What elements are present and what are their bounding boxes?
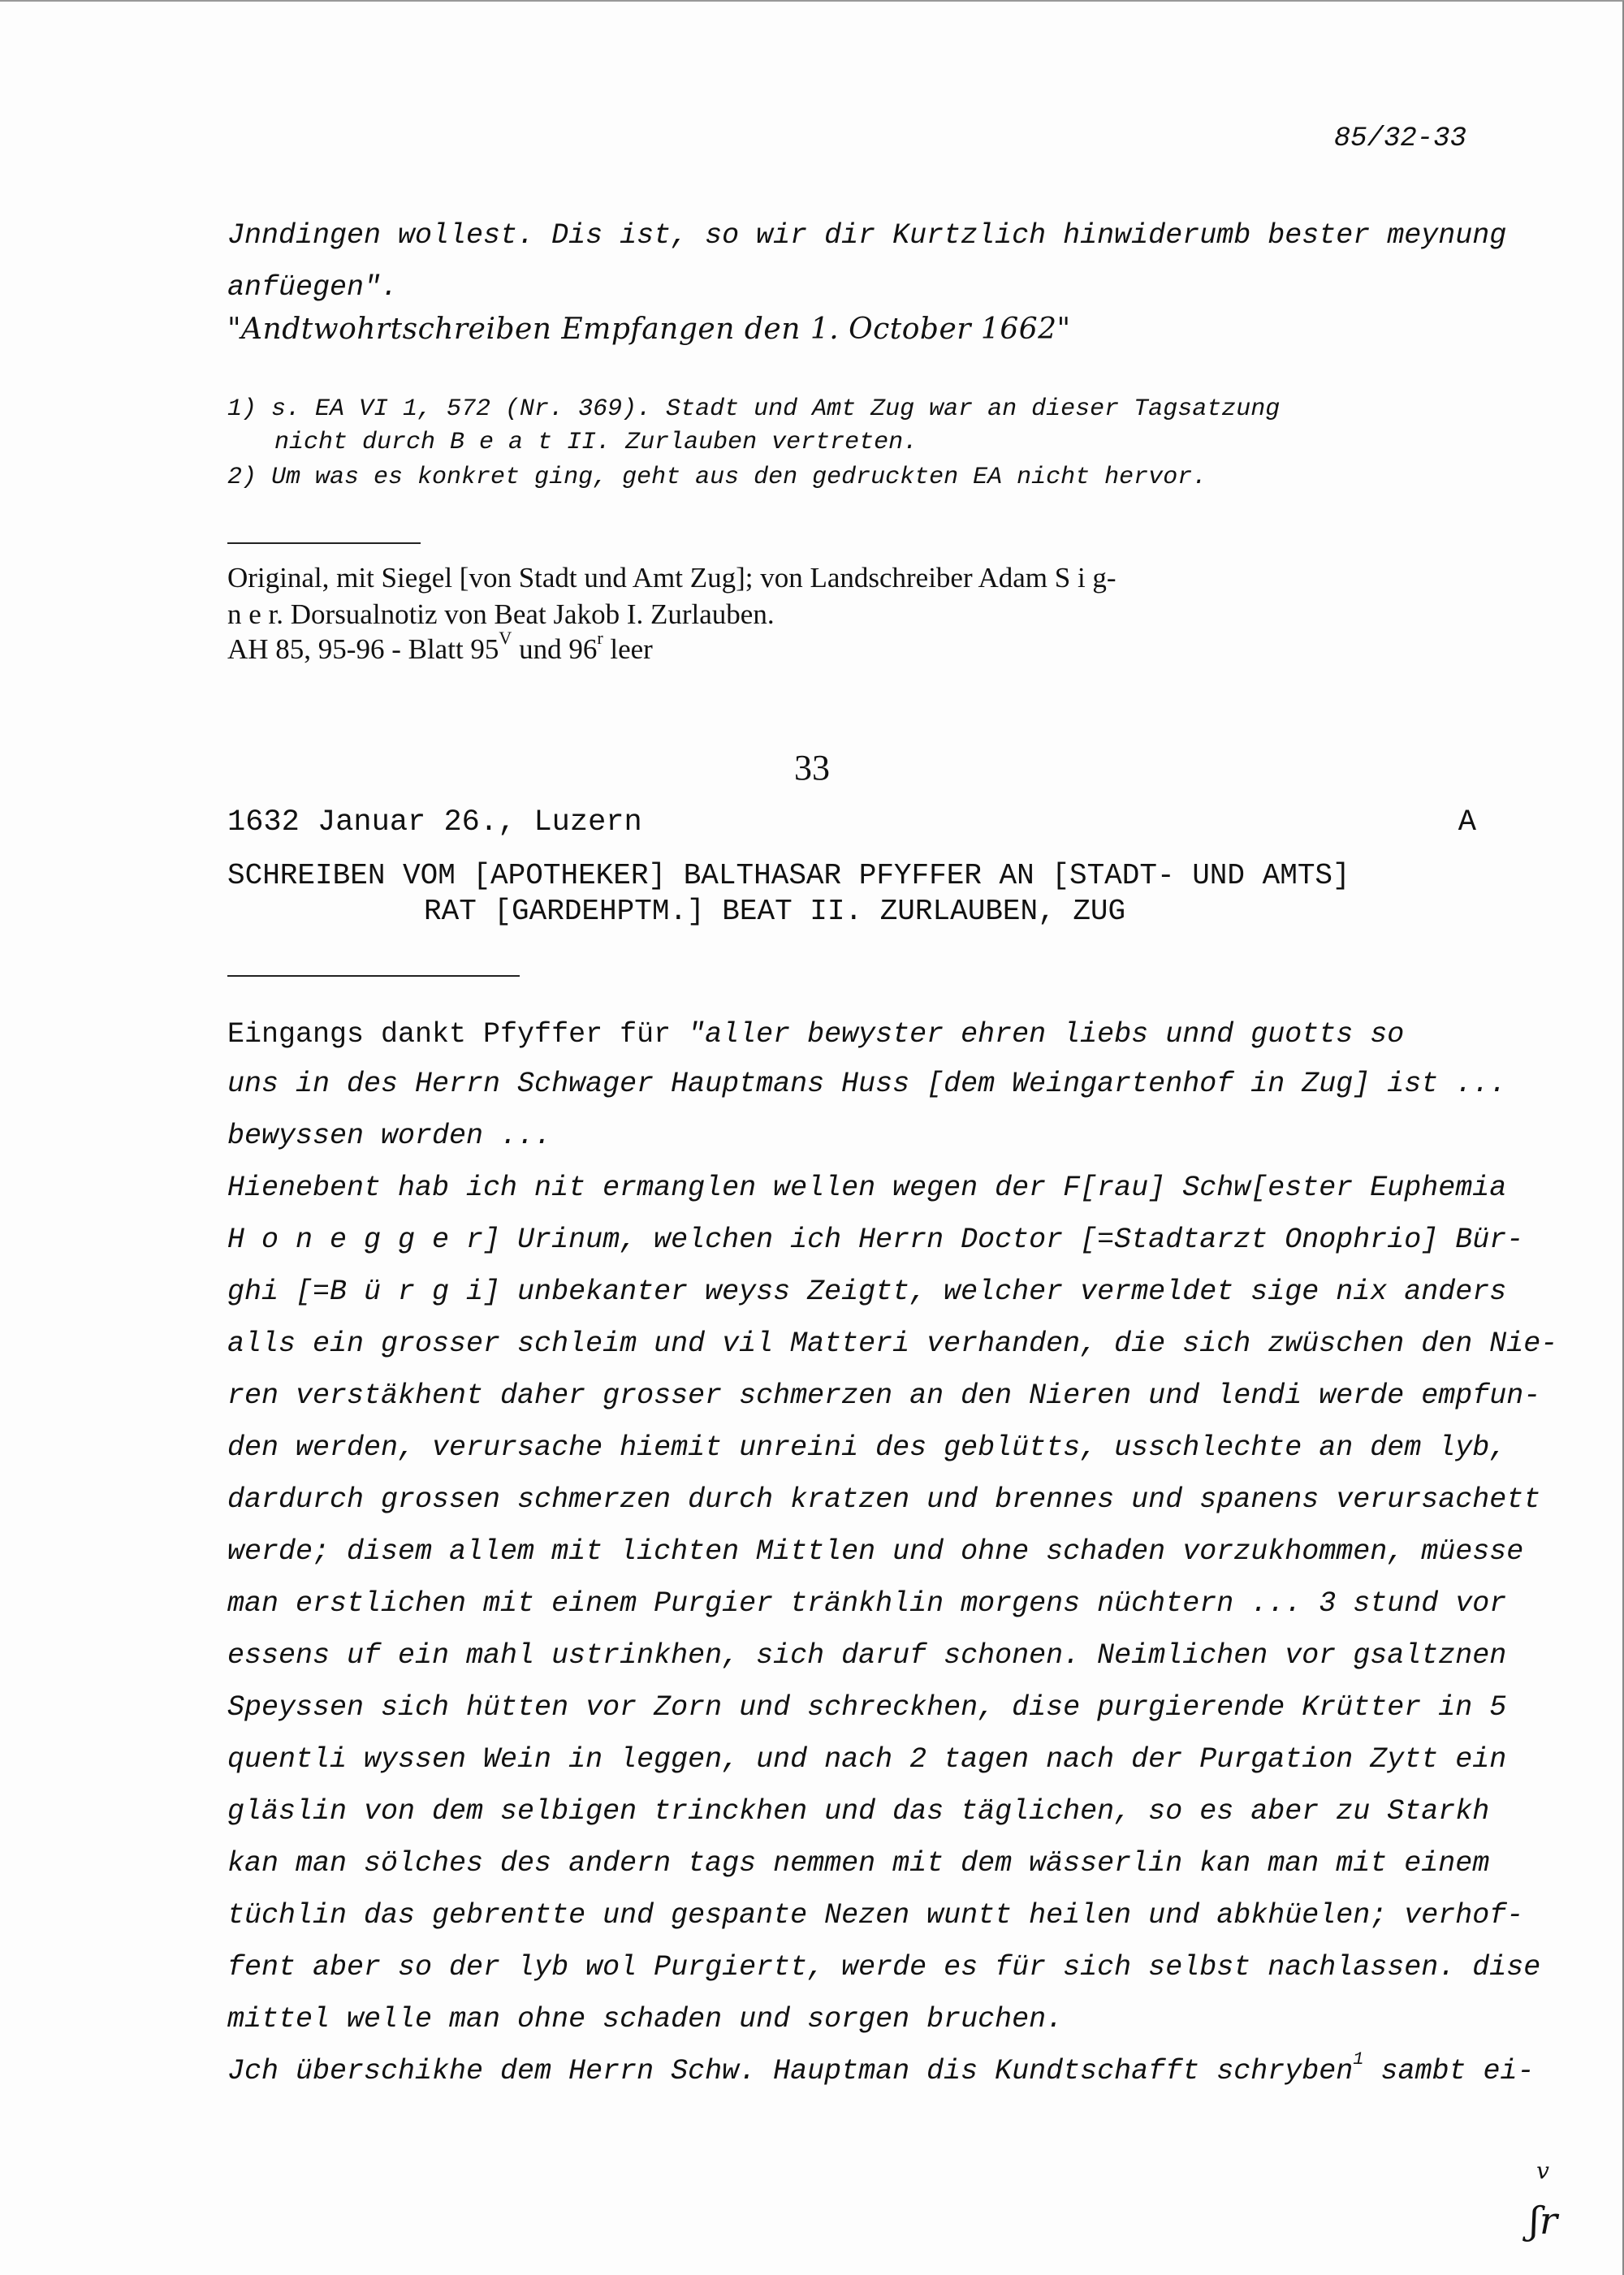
body-line: alls ein grosser schleim und vil Matteri verhanden, die sich zwüschen den Nie-: [227, 1327, 1558, 1360]
archive-reference-text: leer: [603, 633, 653, 665]
body-line: ren verstäkhent daher grosser schmerzen an den Nieren und lendi werde empfun-: [227, 1379, 1541, 1412]
body-line: Speyssen sich hütten vor Zorn und schreckhen, dise purgierende Krütter in 5: [227, 1691, 1507, 1724]
separator-rule: [227, 542, 421, 544]
archive-reference-text: und 96: [512, 633, 598, 665]
body-line: [227, 1017, 1404, 1051]
document-title-line-2: RAT [GARDEHPTM.] BEAT II. ZURLAUBEN, ZUG: [424, 895, 1126, 928]
body-line: essens uf ein mahl ustrinkhen, sich daruf schonen. Neimlichen vor gsaltznen: [227, 1639, 1507, 1672]
superscript-verso: V: [499, 628, 512, 648]
body-line: quentli wyssen Wein in leggen, und nach 2 tagen nach der Purgation Zytt ein: [227, 1743, 1507, 1776]
date-place: 1632 Januar 26., Luzern: [227, 805, 642, 840]
superscript-recto: r: [597, 628, 603, 648]
source-note-line: n e r. Dorsualnotiz von Beat Jakob I. Zurlauben.: [227, 598, 775, 630]
body-line: fent aber so der lyb wol Purgiertt, werde es für sich selbst nachlassen. dise: [227, 1951, 1541, 1984]
body-line: den werden, verursache hiemit unreini des geblütts, usschlechte an dem lyb,: [227, 1431, 1507, 1464]
handwritten-note: "Andtwohrtschreiben Empfangen den 1. October 1662": [227, 313, 1071, 346]
separator-rule: [227, 975, 520, 977]
continuation-line: Jnndingen wollest. Dis ist, so wir dir Kurtzlich hinwiderumb bester meynung: [227, 219, 1507, 252]
body-line: uns in des Herrn Schwager Hauptmans Huss [dem Weingartenhof in Zug] ist ...: [227, 1068, 1507, 1100]
body-line: kan man sölches des andern tags nemmen mit dem wässerlin kan man mit einem: [227, 1847, 1490, 1880]
document-type-letter: A: [1458, 805, 1476, 840]
body-line: tüchlin das gebrentte und gespante Nezen wuntt heilen und abkhüelen; verhof-: [227, 1899, 1524, 1932]
body-line-text: Jch überschikhe dem Herrn Schw. Hauptman dis Kundtschafft schryben: [227, 2055, 1354, 2087]
footnote-1-cont: nicht durch B e a t II. Zurlauben vertreten.: [274, 429, 918, 456]
body-line-prefix: Eingangs dankt Pfyffer für: [227, 1018, 689, 1051]
archive-reference: [227, 628, 653, 666]
body-line: bewyssen worden ...: [227, 1120, 552, 1152]
page-number: 85/32-33: [1333, 123, 1466, 154]
document-number: 33: [794, 748, 830, 788]
continuation-line: anfüegen".: [227, 271, 399, 304]
body-line-last: [227, 2049, 1535, 2087]
source-note-line: Original, mit Siegel [von Stadt und Amt Zug]; von Landschreiber Adam S i g-: [227, 562, 1116, 594]
document-title-line-1: SCHREIBEN VOM [APOTHEKER] BALTHASAR PFYFFER AN [STADT- UND AMTS]: [227, 859, 1350, 892]
archive-reference-text: AH 85, 95-96 - Blatt 95: [227, 633, 499, 665]
footnote-marker: 1: [1353, 2049, 1364, 2070]
body-line: gläslin von dem selbigen trinckhen und das täglichen, so es aber zu Starkh: [227, 1795, 1490, 1828]
footnote-2: 2) Um was es konkret ging, geht aus den gedruckten EA nicht hervor.: [227, 464, 1207, 491]
body-line: Hienebent hab ich nit ermanglen wellen wegen der F[rau] Schw[ester Euphemia: [227, 1172, 1507, 1204]
body-line: mittel welle man ohne schaden und sorgen bruchen.: [227, 2003, 1064, 2035]
body-line: dardurch grossen schmerzen durch kratzen und brennes und spanens verursachett: [227, 1483, 1541, 1516]
body-line: ghi [=B ü r g i] unbekanter weyss Zeigtt, welcher vermeldet sige nix anders: [227, 1276, 1507, 1308]
body-line: man erstlichen mit einem Purgier tränkhlin morgens nüchtern ... 3 stund vor: [227, 1587, 1507, 1620]
body-line: H o n e g g e r] Urinum, welchen ich Herrn Doctor [=Stadtarzt Onophrio] Bür-: [227, 1224, 1524, 1256]
corner-handwritten-mark: ʃr: [1529, 2199, 1557, 2243]
body-line: werde; disem allem mit lichten Mittlen und ohne schaden vorzukhommen, müesse: [227, 1535, 1524, 1568]
corner-tick-mark: v: [1536, 2157, 1549, 2184]
footnote-1: 1) s. EA VI 1, 572 (Nr. 369). Stadt und Amt Zug war an dieser Tagsatzung: [227, 395, 1281, 423]
body-line-quote: "aller bewyster ehren liebs unnd guotts so: [688, 1018, 1405, 1051]
body-line-text: sambt ei-: [1363, 2055, 1535, 2087]
